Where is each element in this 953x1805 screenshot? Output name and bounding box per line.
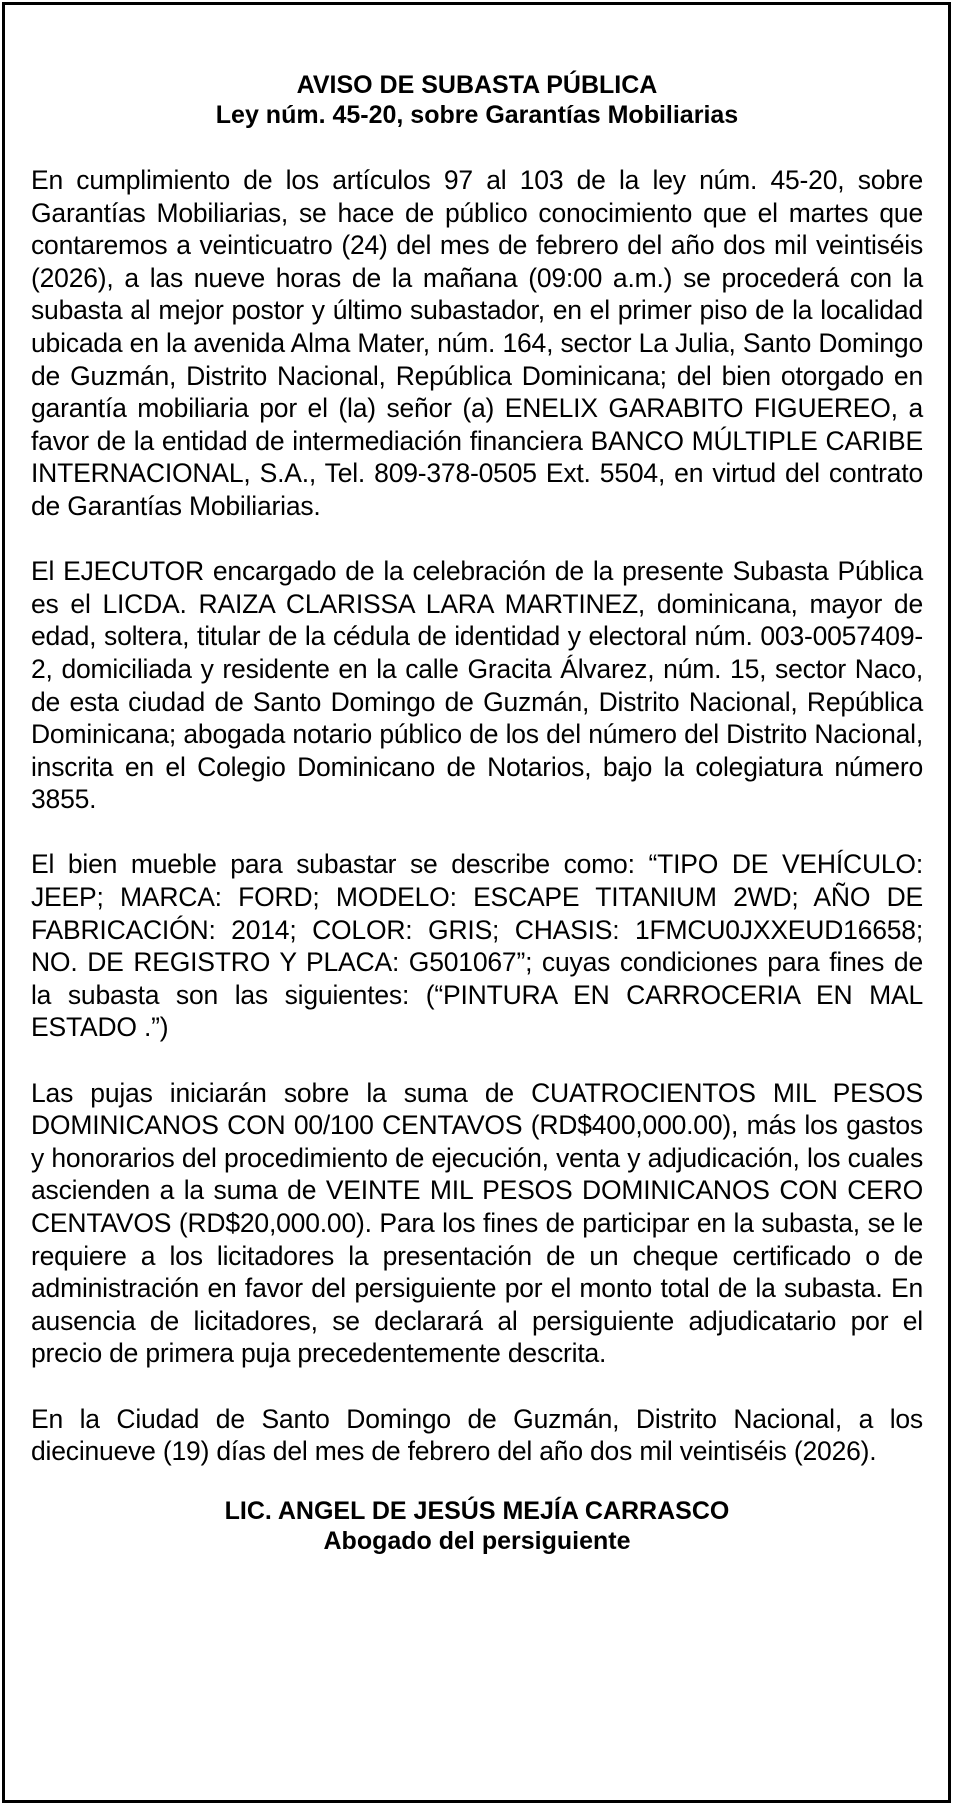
notice-title: AVISO DE SUBASTA PÚBLICA [296, 71, 658, 99]
paragraph-legal-basis: En cumplimiento de los artículos 97 al 103 de la ley núm. 45-20, sobre Garantías Mobiliarias, se hace de público conocimiento que el martes que contaremos a veinticuatro (24) del mes de febrero del año dos mil veintiséis (2026), a las nueve horas de la mañana (09:00 a.m.) se procederá con la subasta al mejor postor y último subastador, en el primer piso de la localidad ubicada en la avenida Alma Mater, núm. 164, sector La Julia, Santo Domingo de Guzmán, Distrito Nacional, República Dominicana; del bien otorgado en garantía mobiliaria por el (la) señor (a) ENELIX GARABITO FIGUEREO, a favor de la entidad de intermediación financiera BANCO MÚLTIPLE CARIBE INTERNACIONAL, S.A., Tel. 809-378-0505 Ext. 5504, en virtud del contrato de Garantías Mobiliarias. [31, 165, 923, 521]
signatory-name: LIC. ANGEL DE JESÚS MEJÍA CARRASCO [224, 1496, 730, 1525]
notice-heading [31, 70, 923, 130]
signature-block [31, 1496, 923, 1556]
signatory-role: Abogado del persiguiente [323, 1526, 631, 1555]
paragraph-executor: El EJECUTOR encargado de la celebración de la presente Subasta Pública es el LICDA. RAIZA CLARISSA LARA MARTINEZ, dominicana, mayor de edad, soltera, titular de la cédula de identidad y electoral núm. 003-0057409-2, domiciliada y residente en la calle Gracita Álvarez, núm. 15, sector Naco, de esta ciudad de Santo Domingo de Guzmán, Distrito Nacional, República Dominicana; abogada notario público de los del número del Distrito Nacional, inscrita en el Colegio Dominicano de Notarios, bajo la colegiatura número 3855. [31, 556, 923, 815]
notice-subtitle: Ley núm. 45-20, sobre Garantías Mobiliarias [215, 101, 739, 129]
auction-notice [31, 70, 923, 1556]
paragraph-bidding-terms: Las pujas iniciarán sobre la suma de CUATROCIENTOS MIL PESOS DOMINICANOS CON 00/100 CENTAVOS (RD$400,000.00), más los gastos y honorarios del procedimiento de ejecución, venta y adjudicación, los cuales ascienden a la suma de VEINTE MIL PESOS DOMINICANOS CON CERO CENTAVOS (RD$20,000.00). Para los fines de participar en la subasta, se le requiere a los licitadores la presentación de un cheque certificado o de administración en favor del persiguiente por el monto total de la subasta. En ausencia de licitadores, se declarará al persiguiente adjudicatario por el precio de primera puja precedentemente descrita. [31, 1077, 923, 1369]
paragraph-vehicle-description: El bien mueble para subastar se describe como: “TIPO DE VEHÍCULO: JEEP; MARCA: FORD; MODELO: ESCAPE TITANIUM 2WD; AÑO DE FABRICACIÓN: 2014; COLOR: GRIS; CHASIS: 1FMCU0JXXEUD16658; NO. DE REGISTRO Y PLACA: G501067”; cuyas condiciones para fines de la subasta son las siguientes: (“PINTURA EN CARROCERIA EN MAL ESTADO .”) [31, 849, 923, 1043]
notice-body [31, 164, 923, 1468]
paragraph-date-place: En la Ciudad de Santo Domingo de Guzmán, Distrito Nacional, a los diecinueve (19) días del mes de febrero del año dos mil veintiséis (2026). [31, 1403, 923, 1467]
